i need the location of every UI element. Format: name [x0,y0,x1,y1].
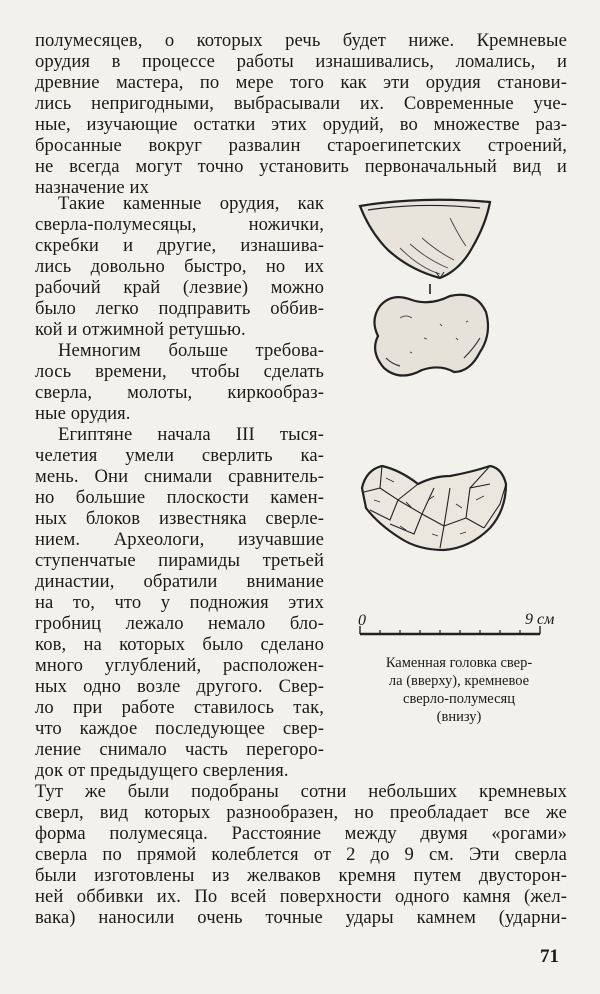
text-line: полумесяцев, о которых речь будет ниже. Кремневые [35,30,567,51]
drill-head-drawing [360,200,490,294]
text-line: что каждое последующее свер- [35,718,324,739]
text-line: ные орудия. [35,403,131,424]
page-number: 71 [540,946,559,967]
text-line: много углублений, расположен- [35,655,324,676]
text-line: древние мастера, по мере того как эти орудия станови- [35,72,567,93]
text-line: скребки и другие, изнашива- [35,235,324,256]
text-line: орудия в процессе работы изнашивались, ломались, и [35,51,567,72]
scale-start-label: 0 [358,612,366,629]
caption-line: Каменная головка свер- [385,655,533,671]
text-line: сверла, молоты, киркообраз- [35,382,324,403]
text-line: лось времени, чтобы сделать [35,361,324,382]
text-line: гробниц лежало немало бло- [35,613,324,634]
scale-bar [360,626,540,634]
text-line: лись довольно быстро, но их [35,256,324,277]
text-line: династии, обратили внимание [35,571,324,592]
text-line: Тут же были подобраны сотни небольших кремневых [35,781,567,802]
text-line: ление снимало часть перегоро- [35,739,324,760]
text-line: ных одно возле другого. Свер- [35,676,324,697]
text-line: док от предыдущего сверления. [35,760,289,781]
text-line: ступенчатые пирамиды третьей [35,550,324,571]
text-line: рабочий край (лезвие) можно [35,277,324,298]
text-line: сверл, вид которых разнообразен, но преобладает все же [35,802,567,823]
text-line: было легко подправить оббив- [35,298,324,319]
text-line: ло при работе ставилось так, [35,697,324,718]
text-line: сверла-полумесяцы, ножички, [35,214,324,235]
text-line: кой и отжимной ретушью. [35,319,246,340]
caption-line: ла (вверху), кремневое [388,673,530,689]
text-line: сверла по прямой колеблется от 2 до 9 см. Эти сверла [35,844,567,865]
pebble-drawing [374,295,488,376]
flint-crescent-drawing [362,466,506,550]
text-line: мень. Они снимали сравнитель- [35,466,324,487]
text-line: форма полумесяца. Расстояние между двумя «рогами» [35,823,567,844]
text-line: назначение их [35,177,149,198]
text-line: вака) наносили очень точные удары камнем (ударни- [35,907,567,928]
caption-line: сверло-полумесяц [403,691,515,707]
text-line: на то, что у подножия этих [35,592,324,613]
text-line: Такие каменные орудия, как [58,193,324,214]
text-line: ков, на которых было сделано [35,634,324,655]
text-line: ные, изучающие остатки этих орудий, во множестве раз- [35,114,567,135]
text-line: но большие плоскости камен- [35,487,324,508]
text-line: ней оббивки их. По всей поверхности одного камня (жел- [35,886,567,907]
text-line: не всегда могут точно установить первоначальный вид и [35,156,567,177]
text-line: челетия умели сверлить ка- [35,445,324,466]
text-line: бросанные вокруг развалин староегипетских строений, [35,135,567,156]
text-line: были изготовлены из желваков кремня путем двусторон- [35,865,567,886]
figure-caption [355,654,563,726]
text-line: нием. Археологи, изучавшие [35,529,324,550]
stone-tools-illustration [340,188,570,728]
text-line: Египтяне начала III тыся- [58,424,324,445]
scale-end-label: 9 см [525,611,555,628]
text-line: Немногим больше требова- [58,340,324,361]
caption-line: (внизу) [436,709,482,725]
text-line: лись непригодными, выбрасывали их. Современные уче- [35,93,567,114]
text-line: ных блоков известняка сверле- [35,508,324,529]
